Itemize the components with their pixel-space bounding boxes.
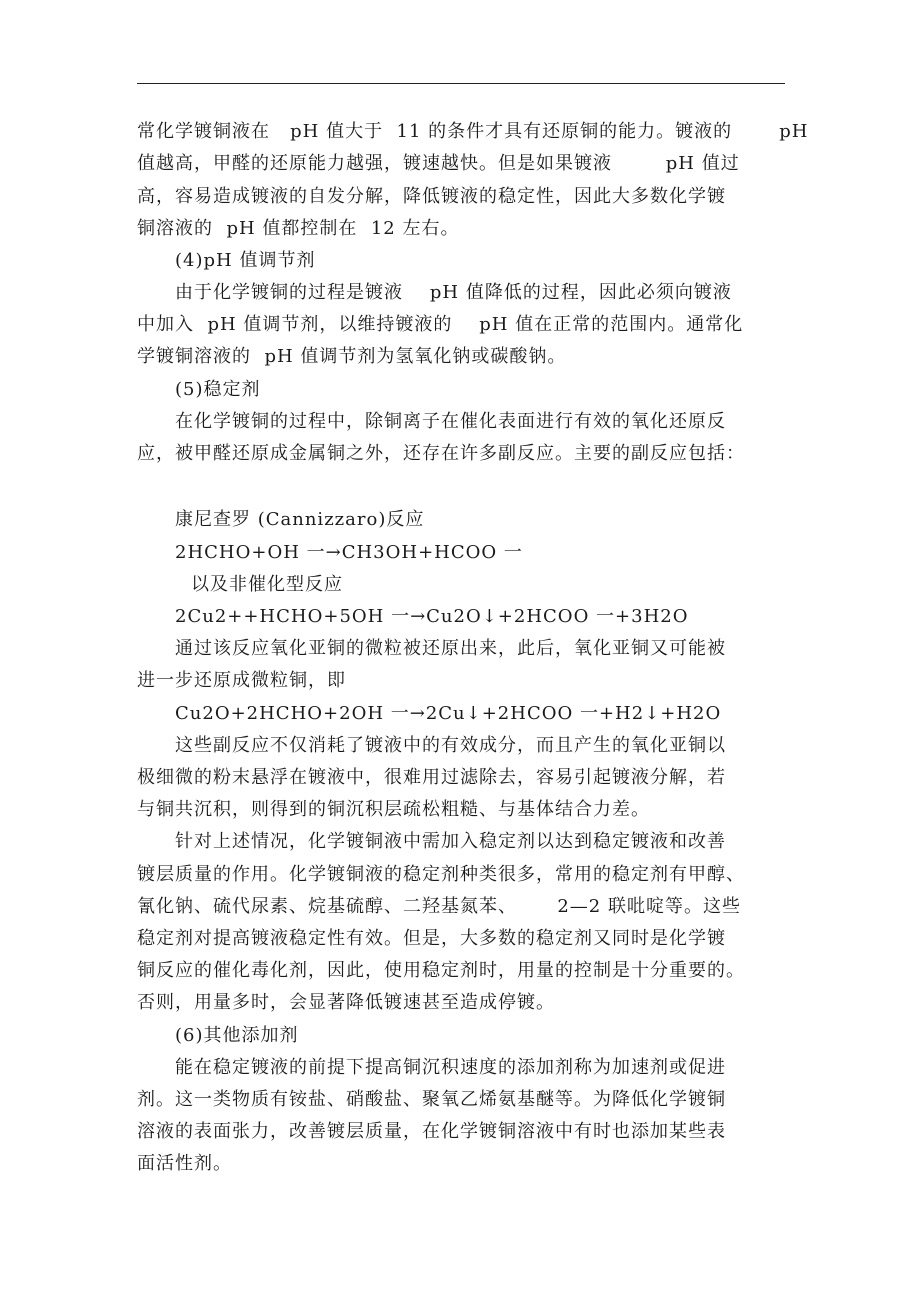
equation: 2HCHO+OH 一→CH3OH+HCOO 一 bbox=[175, 542, 523, 563]
text-line: 否则，用量多时，会显著降低镀速甚至造成停镀。 bbox=[137, 992, 555, 1013]
text-line: 剂。这一类物质有铵盐、硝酸盐、聚氧乙烯氨基醚等。为降低化学镀铜 bbox=[137, 1089, 726, 1110]
text-line: 铜溶液的 pH 值都控制在 12 左右。 bbox=[137, 218, 460, 239]
text-line: 值越高，甲醛的还原能力越强，镀速越快。但是如果镀液 pH 值过 bbox=[137, 153, 740, 174]
text-line: 康尼查罗 (Cannizzaro)反应 bbox=[175, 509, 425, 530]
text-line: 面活性剂。 bbox=[137, 1153, 232, 1174]
text-line: 溶液的表面张力，改善镀层质量，在化学镀铜溶液中有时也添加某些表 bbox=[137, 1121, 726, 1142]
text-line: 极细微的粉末悬浮在镀液中，很难用过滤除去，容易引起镀液分解，若 bbox=[137, 767, 726, 788]
text-line: 铜反应的催化毒化剂，因此，使用稳定剂时，用量的控制是十分重要的。 bbox=[137, 960, 745, 981]
text-line: 能在稳定镀液的前提下提高铜沉积速度的添加剂称为加速剂或促进 bbox=[175, 1057, 726, 1078]
text-line: 与铜共沉积，则得到的铜沉积层疏松粗糙、与基体结合力差。 bbox=[137, 799, 650, 820]
text-line: 在化学镀铜的过程中，除铜离子在催化表面进行有效的氧化还原反 bbox=[175, 411, 726, 432]
text-line: 中加入 pH 值调节剂，以维持镀液的 pH 值在正常的范围内。通常化 bbox=[137, 314, 744, 335]
section-heading: (6)其他添加剂 bbox=[175, 1025, 299, 1046]
text-line: 进一步还原成微粒铜，即 bbox=[137, 670, 346, 691]
header-rule bbox=[137, 83, 785, 84]
text-line: 由于化学镀铜的过程是镀液 pH 值降低的过程，因此必须向镀液 bbox=[175, 282, 732, 303]
section-heading: (4)pH 值调节剂 bbox=[175, 250, 316, 271]
text-line: 这些副反应不仅消耗了镀液中的有效成分，而且产生的氧化亚铜以 bbox=[175, 735, 726, 756]
text-line: 应，被甲醛还原成金属铜之外，还存在许多副反应。主要的副反应包括： bbox=[137, 443, 745, 464]
text-line: 针对上述情况，化学镀铜液中需加入稳定剂以达到稳定镀液和改善 bbox=[175, 831, 726, 852]
text-line: 高，容易造成镀液的自发分解，降低镀液的稳定性，因此大多数化学镀 bbox=[137, 186, 726, 207]
equation: Cu2O+2HCHO+2OH 一→2Cu↓+2HCOO 一+H2↓+H2O bbox=[175, 703, 722, 724]
text-line: 通过该反应氧化亚铜的微粒被还原出来，此后，氧化亚铜又可能被 bbox=[175, 638, 726, 659]
section-heading: (5)稳定剂 bbox=[175, 379, 261, 400]
text-line: 学镀铜溶液的 pH 值调节剂为氢氧化钠或碳酸钠。 bbox=[137, 346, 567, 367]
text-line: 镀层质量的作用。化学镀铜液的稳定剂种类很多，常用的稳定剂有甲醇、 bbox=[137, 864, 745, 885]
text-line: 常化学镀铜液在 pH 值大于 11 的条件才具有还原铜的能力。镀液的 pH bbox=[137, 121, 809, 142]
text-line: 稳定剂对提高镀液稳定性有效。但是，大多数的稳定剂又同时是化学镀 bbox=[137, 928, 726, 949]
text-line: 以及非催化型反应 bbox=[191, 574, 343, 595]
equation: 2Cu2++HCHO+5OH 一→Cu2O↓+2HCOO 一+3H2O bbox=[175, 606, 689, 627]
text-line: 氰化钠、硫代尿素、烷基硫醇、二羟基氮苯、 2—2 联吡啶等。这些 bbox=[137, 896, 741, 917]
